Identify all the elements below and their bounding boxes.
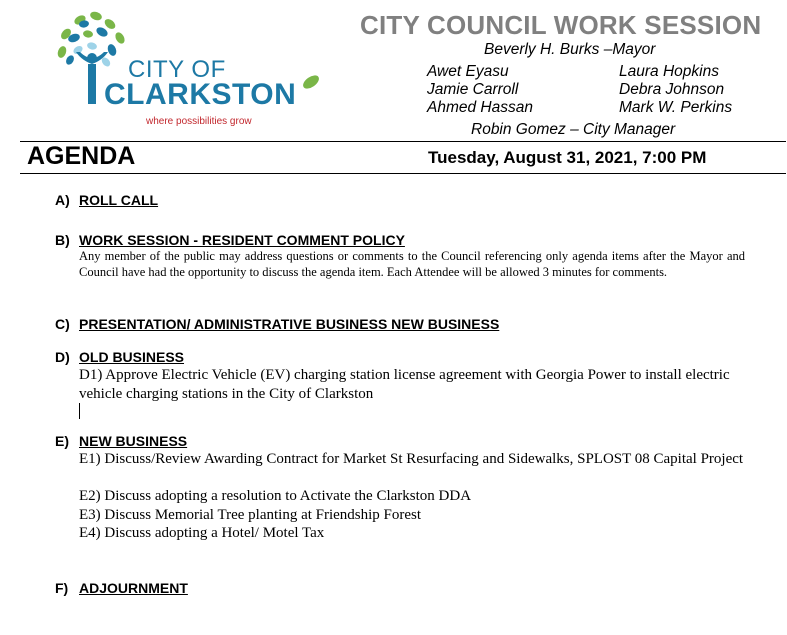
council-member: Jamie Carroll (427, 81, 519, 98)
section-heading-roll-call: ROLL CALL (79, 192, 159, 208)
council-member: Laura Hopkins (619, 63, 719, 80)
section-heading-adjournment: ADJOURNMENT (79, 580, 188, 596)
section-letter: F) (55, 580, 69, 596)
leaf-icon (300, 72, 322, 92)
council-member: Awet Eyasu (427, 63, 509, 80)
logo-tagline: where possibilities grow (146, 116, 252, 127)
meeting-date: Tuesday, August 31, 2021, 7:00 PM (428, 148, 707, 167)
page-title: CITY COUNCIL WORK SESSION (360, 10, 762, 40)
logo-city-text: CITY OF (128, 56, 226, 83)
council-member: Mark W. Perkins (619, 99, 733, 116)
section-heading-presentation: PRESENTATION/ ADMINISTRATIVE BUSINESS NEW BUSINESS (79, 316, 500, 332)
section-letter: B) (55, 232, 70, 248)
section-letter: C) (55, 316, 70, 332)
council-member: Ahmed Hassan (427, 99, 533, 116)
section-letter: A) (55, 192, 70, 208)
logo-name-text: CLARKSTON (104, 78, 297, 111)
agenda-item-e2: E2) Discuss adopting a resolution to Activate the Clarkston DDA (79, 488, 472, 504)
city-manager-name: Robin Gomez – City Manager (471, 121, 676, 138)
agenda-item-e1: E1) Discuss/Review Awarding Contract for Market St Resurfacing and Sidewalks, SPLOST 08 Capital Project (79, 451, 744, 467)
agenda-heading: AGENDA (27, 142, 136, 170)
agenda-bottom-rule (20, 173, 786, 174)
text-cursor (79, 403, 80, 419)
section-letter: E) (55, 433, 69, 449)
agenda-item-d1: D1) Approve Electric Vehicle (EV) charging station license agreement with Georgia Power to install electric vehicle charging stations in the City of Clarkston (79, 367, 730, 402)
section-heading-comment-policy: WORK SESSION - RESIDENT COMMENT POLICY (79, 232, 405, 248)
section-heading-old-business: OLD BUSINESS (79, 349, 185, 365)
council-member: Debra Johnson (619, 81, 725, 98)
agenda-item-e4: E4) Discuss adopting a Hotel/ Motel Tax (79, 525, 325, 541)
agenda-item-e3: E3) Discuss Memorial Tree planting at Friendship Forest (79, 507, 422, 523)
mayor-name: Beverly H. Burks –Mayor (484, 41, 656, 58)
section-heading-new-business: NEW BUSINESS (79, 433, 188, 449)
comment-policy-text: Any member of the public may address questions or comments to the Council referencing only agenda items after the Mayor and Council have had the opportunity to discuss the agenda item. Each Attendee will be allowed 3 minutes for comments. (79, 249, 745, 279)
section-letter: D) (55, 349, 70, 365)
